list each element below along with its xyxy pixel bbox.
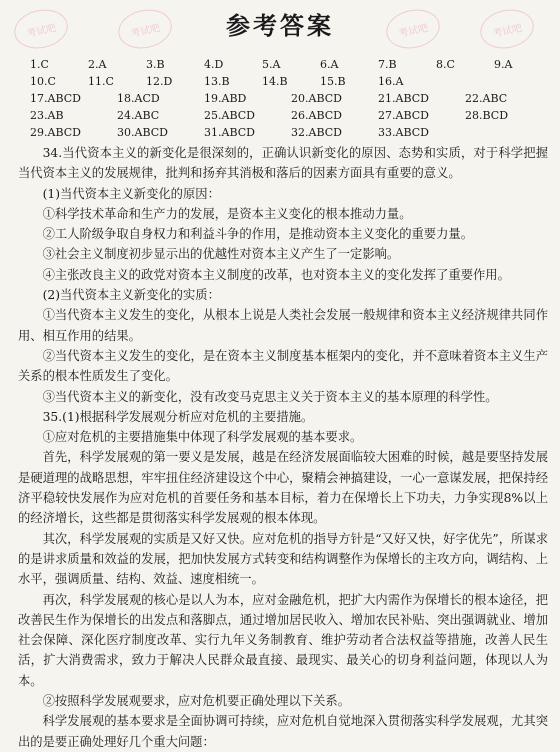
watermark-stamp: 考试吧 — [115, 5, 176, 53]
answer-item: 21.ABCD — [378, 92, 429, 105]
body-paragraph: 35.(1)根据科学发展观分析应对危机的主要措施。 — [42, 409, 314, 424]
watermark-stamp: 考试吧 — [477, 5, 538, 53]
answer-key-grid — [0, 46, 560, 139]
body-paragraph: 34.当代资本主义的新变化是很深刻的，正确认识新变化的原因、态势和实质，对于科学把握当代资本主义的发展规律，批判和扬弃其消极和落后的因素方面具有重要的意义。 — [18, 146, 548, 181]
answer-item: 19.ABD — [204, 92, 247, 105]
answer-item: 3.B — [146, 58, 165, 71]
answer-item: 15.B — [320, 75, 346, 88]
body-paragraph: ①科学技术革命和生产力的发展，是资本主义变化的根本推动力量。 — [42, 206, 412, 221]
body-paragraph: ②工人阶级争取自身权力和利益斗争的作用，是推动资本主义变化的重要力量。 — [42, 227, 473, 242]
watermark-stamp: 考试吧 — [383, 5, 444, 53]
answer-item: 12.D — [146, 75, 173, 88]
answer-item: 6.A — [320, 58, 339, 71]
answer-item: 17.ABCD — [30, 92, 81, 105]
body-paragraph: ②按照科学发展观要求，应对危机要正确处理以下关系。 — [42, 694, 351, 709]
body-paragraph: 首先，科学发展观的第一要义是发展，越是在经济发展面临较大困难的时候，越是要坚持发展是硬道理的战略思想，牢牢扭住经济建设这个中心，聚精会神搞建设，一心一意谋发展，把保持经济平稳较快发展作为应对危机的首要任务和基本目标，着力在保增长上下功夫，力争实现8%以上的经济增长，这些都是贯彻落实科学发展观的根本体现。 — [18, 450, 548, 526]
answer-item: 8.C — [436, 58, 455, 71]
answer-item: 1.C — [30, 58, 49, 71]
body-paragraph: (2)当代资本主义新变化的实质： — [42, 288, 220, 303]
body-paragraph: ①当代资本主义发生的变化，从根本上说是人类社会发展一般规律和资本主义经济规律共同作用、相互作用的结果。 — [18, 308, 548, 343]
answer-item: 5.A — [262, 58, 281, 71]
answer-item: 23.AB — [30, 109, 64, 122]
answer-item: 13.B — [204, 75, 230, 88]
answer-item: 7.B — [378, 58, 397, 71]
body-paragraph: 再次，科学发展观的核心是以人为本，应对金融危机，把扩大内需作为保增长的根本途径，把改善民生作为保增长的出发点和落脚点，通过增加居民收入、增加农民补贴、突出强调就业、增加社会保障、深化医疗制度改革、实行九年义务制教育、维护劳动者合法权益等措施，改善人民生活，扩大消费需求，致力于解决人民群众最直接、最现实、最关心的切身利益问题，体现以人为本。 — [18, 592, 548, 688]
answer-body — [0, 139, 560, 752]
answer-item: 14.B — [262, 75, 288, 88]
body-paragraph: ②当代资本主义发生的变化，是在资本主义制度基本框架内的变化，并不意味着资本主义生产关系的根本性质发生了变化。 — [18, 348, 548, 384]
answer-item: 32.ABCD — [291, 126, 342, 139]
answer-item: 2.A — [88, 58, 107, 71]
answer-item: 31.ABCD — [204, 126, 255, 139]
answer-item: 33.ABCD — [378, 126, 429, 139]
answer-item: 24.ABC — [117, 109, 160, 122]
answer-item: 11.C — [88, 75, 114, 88]
answer-item: 27.ABCD — [378, 109, 429, 122]
answer-item: 30.ABCD — [117, 126, 168, 139]
page-title: 参考答案 — [226, 11, 334, 40]
answer-item: 25.ABCD — [204, 109, 255, 122]
body-paragraph: 科学发展观的基本要求是全面协调可持续，应对危机自觉地深入贯彻落实科学发展观，尤其突出的是要正确处理好几个重大问题： — [18, 714, 548, 749]
answer-item: 10.C — [30, 75, 56, 88]
answer-item: 26.ABCD — [291, 109, 342, 122]
answer-item: 29.ABCD — [30, 126, 81, 139]
answer-item: 18.ACD — [117, 92, 160, 105]
body-paragraph: ③当代资本主义的新变化，没有改变马克思主义关于资本主义的基本原理的科学性。 — [42, 389, 498, 404]
answer-item: 4.D — [204, 58, 224, 71]
answer-item: 9.A — [494, 58, 513, 71]
body-paragraph: ③社会主义制度初步显示出的优越性对资本主义产生了一定影响。 — [42, 247, 400, 262]
body-paragraph: 其次，科学发展观的实质是又好又快。应对危机的指导方针是“又好又快，好字优先”，所谋求的是讲求质量和效益的发展，把加快发展方式转变和结构调整作为保增长的主攻方向，调结构、上水平，强调质量、结构、效益、速度相统一。 — [18, 531, 548, 587]
body-paragraph: (1)当代资本主义新变化的原因： — [42, 186, 220, 201]
answer-item: 16.A — [378, 75, 404, 88]
answer-item: 22.ABC — [465, 92, 508, 105]
answer-item: 20.ABCD — [291, 92, 342, 105]
watermark-stamp: 考试吧 — [11, 5, 72, 53]
answer-item: 28.BCD — [465, 109, 509, 122]
body-paragraph: ①应对危机的主要措施集中体现了科学发展观的基本要求。 — [42, 430, 363, 445]
body-paragraph: ④主张改良主义的政党对资本主义制度的改革，也对资本主义的变化发挥了重要作用。 — [42, 267, 510, 282]
